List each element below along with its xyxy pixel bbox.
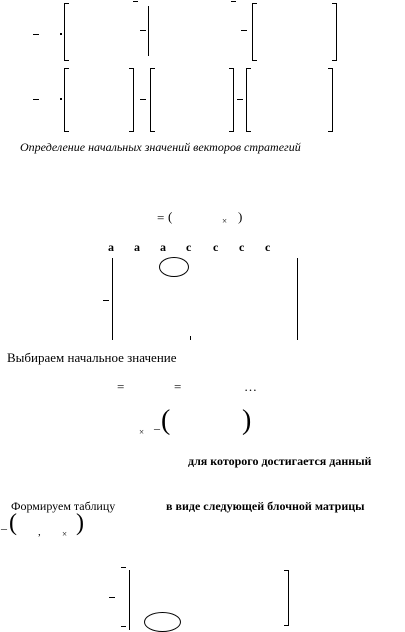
minus-sign <box>33 34 39 35</box>
form-table-prefix: Формируем таблицу <box>11 499 116 513</box>
matrix-right-bracket <box>129 68 134 132</box>
highlight-ellipse <box>159 257 189 277</box>
equals-sign: = <box>117 379 125 394</box>
comma: , <box>38 526 41 538</box>
minus-sign <box>241 30 247 31</box>
minus-sign <box>109 597 115 598</box>
matrix-left-bar <box>129 570 130 630</box>
minus-sign <box>140 30 146 31</box>
matrix-right-bracket <box>229 68 234 132</box>
header-letter: с <box>213 240 219 254</box>
matrix-right-bracket <box>328 68 333 132</box>
minus-sign <box>121 567 126 568</box>
minus-sign: – <box>154 421 160 435</box>
matrix-left-bracket <box>150 68 155 132</box>
matrix-left-bracket <box>64 3 69 61</box>
minus-sign <box>33 99 39 100</box>
minus-sign <box>237 99 243 100</box>
dot-mark <box>60 98 62 100</box>
continuation-text: для которого достигается данный <box>188 454 372 468</box>
matrix-separator <box>148 6 149 56</box>
header-letter: а <box>108 240 114 254</box>
open-paren: ( <box>161 405 171 436</box>
open-paren: ( <box>168 209 173 224</box>
matrix-right-bar <box>297 258 298 340</box>
small-tick <box>190 336 191 340</box>
choose-initial-text: Выбираем начальное значение <box>7 350 177 365</box>
equals-sign: = <box>174 379 182 394</box>
minus-sign <box>103 300 109 301</box>
close-paren: ) <box>238 209 243 224</box>
header-letter: с <box>265 240 271 254</box>
minus-sign <box>133 1 138 2</box>
header-letter: с <box>186 240 192 254</box>
minus-sign <box>121 626 126 627</box>
times-sign: × <box>222 216 228 226</box>
matrix-right-bracket <box>332 3 337 61</box>
times-sign: × <box>62 529 68 539</box>
highlight-ellipse <box>144 612 181 632</box>
matrix-left-bracket <box>246 68 251 132</box>
form-table-suffix: в виде следующей блочной матрицы <box>166 499 365 513</box>
matrix-left-bracket <box>252 3 257 61</box>
header-letter: а <box>134 240 140 254</box>
ellipsis: … <box>244 379 257 394</box>
matrix-right-bracket <box>284 570 289 626</box>
header-letter: а <box>160 240 166 254</box>
minus-sign: – <box>1 521 7 535</box>
minus-sign <box>140 99 146 100</box>
close-paren: ) <box>242 405 252 436</box>
minus-sign <box>231 1 236 2</box>
matrix-left-bar <box>112 258 113 340</box>
matrix-left-bracket <box>64 68 69 132</box>
dot-mark <box>60 33 62 35</box>
header-letter: с <box>239 240 245 254</box>
open-paren: ( <box>9 510 17 536</box>
close-paren: ) <box>76 510 84 536</box>
equals-sign: = <box>157 210 165 225</box>
section-caption: Определение начальных значений векторов стратегий <box>20 140 301 154</box>
times-sign: × <box>139 427 145 437</box>
